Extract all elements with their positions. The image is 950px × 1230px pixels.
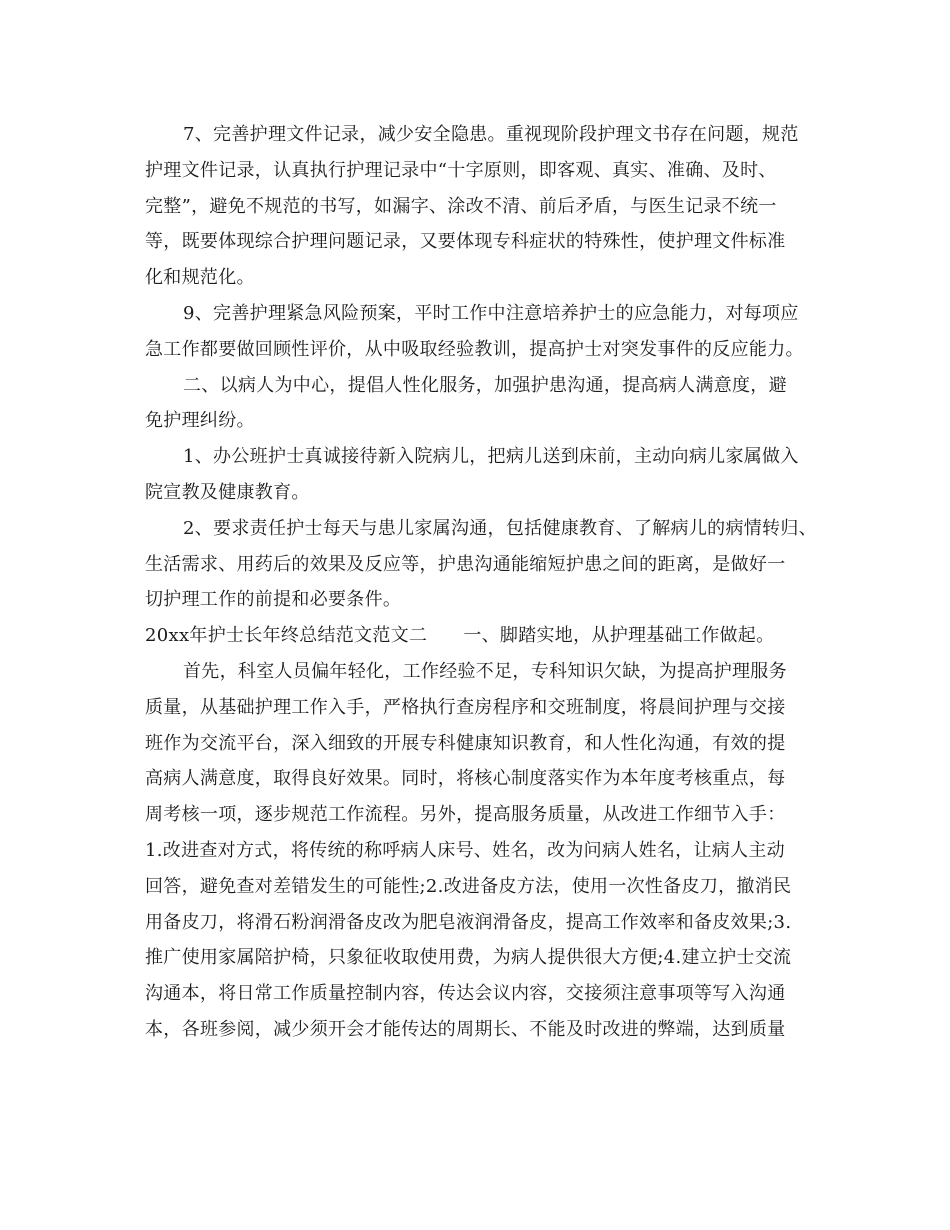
text-line: 1.改进查对方式，将传统的称呼病人床号、姓名，改为问病人姓名，让病人主动 (145, 839, 785, 861)
text-line: 完整”，避免不规范的书写，如漏字、涂改不清、前后矛盾，与医生记录不统一 (145, 195, 777, 217)
text-line: 推广使用家属陪护椅，只象征收取使用费，为病人提供很大方便;4.建立护士交流 (145, 947, 792, 969)
text-line: 9、完善护理紧急风险预案，平时工作中注意培养护士的应急能力，对每项应 (183, 302, 799, 324)
text-line: 二、以病人为中心，提倡人性化服务，加强护患沟通，提高病人满意度，避 (183, 374, 787, 396)
text-line: 回答，避免查对差错发生的可能性;2.改进备皮方法，使用一次性备皮刀，撤消民 (145, 875, 792, 897)
section-heading-title: 20xx年护士长年终总结范文范文二 (145, 625, 428, 647)
text-line: 1、办公班护士真诚接待新入院病儿，把病儿送到床前，主动向病儿家属做入 (183, 446, 799, 468)
text-line: 首先，科室人员偏年轻化，工作经验不足，专科知识欠缺，为提高护理服务 (183, 660, 787, 682)
text-line: 2、要求责任护士每天与患儿家属沟通，包括健康教育、了解病儿的病情转归、 (183, 517, 817, 539)
text-line: 切护理工作的前提和必要条件。 (145, 589, 402, 611)
text-line: 护理文件记录，认真执行护理记录中“十字原则，即客观、真实、准确、及时、 (145, 159, 777, 181)
text-line: 免护理纠纷。 (145, 410, 255, 432)
text-line: 班作为交流平台，深入细致的开展专科健康知识教育，和人性化沟通，有效的提 (145, 732, 786, 754)
text-line: 院宣教及健康教育。 (145, 481, 310, 503)
text-line: 沟通本，将日常工作质量控制内容，传达会议内容，交接须注意事项等写入沟通 (145, 983, 786, 1005)
text-line: 高病人满意度，取得良好效果。同时，将核心制度落实作为本年度考核重点，每 (145, 768, 786, 790)
document-body (145, 117, 817, 1048)
text-line: 质量，从基础护理工作入手，严格执行查房程序和交班制度，将晨间护理与交接 (145, 696, 786, 718)
section-heading-line (145, 618, 810, 654)
text-line: 化和规范化。 (145, 267, 255, 289)
text-line: 7、完善护理文件记录，减少安全隐患。重视现阶段护理文书存在问题，规范 (183, 124, 799, 145)
text-line: 周考核一项，逐步规范工作流程。另外，提高服务质量，从改进工作细节入手： (145, 804, 786, 826)
text-line: 用备皮刀，将滑石粉润滑备皮改为肥皂液润滑备皮，提高工作效率和备皮效果;3. (145, 911, 792, 933)
text-line: 本，各班参阅，减少须开会才能传达的周期长、不能及时改进的弊端，达到质量 (145, 1018, 786, 1040)
text-line: 生活需求、用药后的效果及反应等，护患沟通能缩短护患之间的距离，是做好一 (145, 553, 786, 575)
text-line: 等，既要体现综合护理问题记录，又要体现专科症状的特殊性，使护理文件标准 (145, 231, 786, 253)
text-line: 急工作都要做回顾性评价，从中吸取经验教训，提高护士对突发事件的反应能力。 (145, 338, 804, 360)
section-heading-subtitle: 一、脚踏实地，从护理基础工作做起。 (463, 625, 775, 647)
